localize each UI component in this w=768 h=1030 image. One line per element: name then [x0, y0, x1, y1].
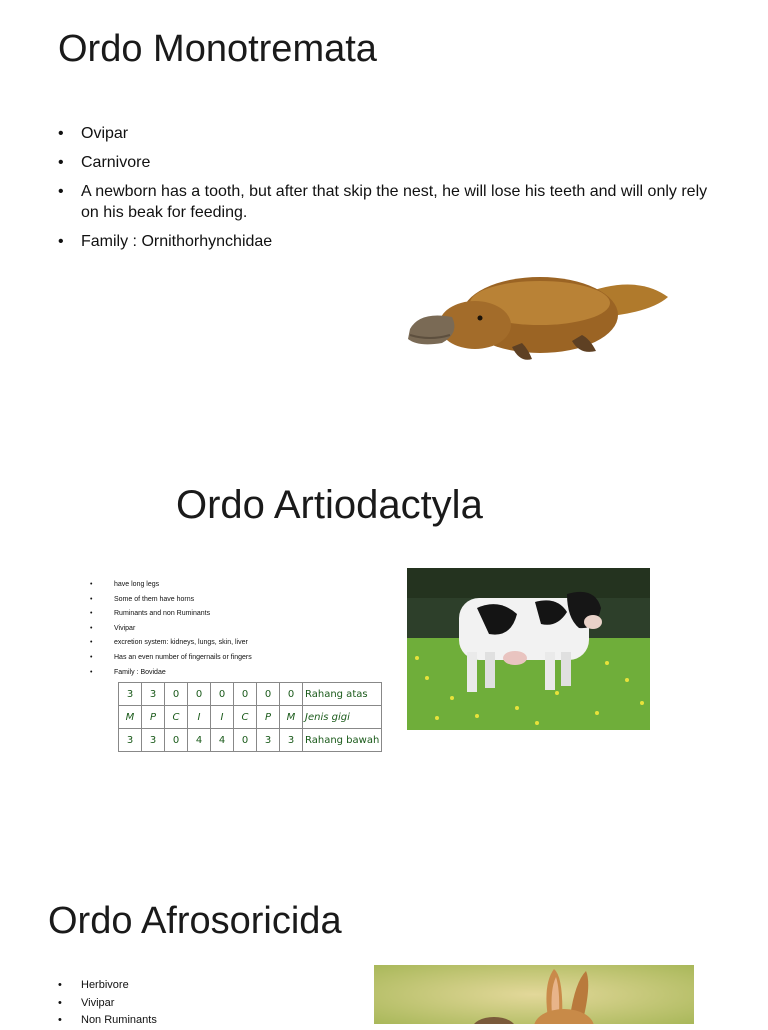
table-row-upper-jaw — [119, 683, 382, 706]
section-title-monotremata: Ordo Monotremata — [58, 28, 377, 70]
rabbit-image — [374, 965, 694, 1024]
table-cell: 0 — [234, 683, 257, 706]
table-cell: 3 — [257, 729, 280, 752]
table-cell: 3 — [119, 683, 142, 706]
table-cell: M — [119, 706, 142, 729]
list-item: • Ruminants and non Ruminants — [90, 607, 252, 622]
table-row-tooth-types — [119, 706, 382, 729]
list-item: • Family : Bovidae — [90, 666, 252, 681]
dental-formula-table — [118, 682, 382, 752]
table-cell: 4 — [211, 729, 234, 752]
table-cell: 0 — [165, 729, 188, 752]
table-cell: 0 — [211, 683, 234, 706]
row-label: Jenis gigi — [303, 706, 382, 729]
table-cell: 0 — [188, 683, 211, 706]
table-cell: P — [142, 706, 165, 729]
table-cell: I — [188, 706, 211, 729]
artiodactyla-bullet-list — [90, 578, 252, 680]
section-title-afrosoricida: Ordo Afrosoricida — [48, 900, 342, 942]
table-cell: 0 — [165, 683, 188, 706]
monotremata-bullet-list — [58, 123, 718, 260]
table-cell: C — [234, 706, 257, 729]
list-item: • Non Ruminants — [58, 1012, 157, 1030]
list-item: • Vivipar — [90, 622, 252, 637]
table-cell: I — [211, 706, 234, 729]
list-item: • Has an even number of fingernails or fingers — [90, 651, 252, 666]
list-item: • A newborn has a tooth, but after that skip the nest, he will lose his teeth and will only rely on his beak for feeding. — [58, 181, 718, 223]
table-cell: 0 — [234, 729, 257, 752]
list-item: • Carnivore — [58, 152, 718, 173]
list-item: • excretion system: kidneys, lungs, skin, liver — [90, 636, 252, 651]
table-cell: 3 — [142, 729, 165, 752]
table-row-lower-jaw — [119, 729, 382, 752]
section-title-artiodactyla: Ordo Artiodactyla — [176, 483, 483, 527]
afrosoricida-bullet-list — [58, 977, 157, 1030]
table-cell: 3 — [142, 683, 165, 706]
list-item: • Family : Ornithorhynchidae — [58, 231, 718, 252]
table-cell: 0 — [280, 683, 303, 706]
table-cell: 3 — [119, 729, 142, 752]
table-cell: 3 — [280, 729, 303, 752]
list-item: • have long legs — [90, 578, 252, 593]
cow-image — [407, 568, 650, 730]
row-label: Rahang bawah — [303, 729, 382, 752]
list-item: • Herbivore — [58, 977, 157, 995]
platypus-image — [400, 255, 675, 370]
table-cell: 0 — [257, 683, 280, 706]
row-label: Rahang atas — [303, 683, 382, 706]
list-item: • Some of them have horns — [90, 593, 252, 608]
list-item: • Vivipar — [58, 995, 157, 1013]
table-cell: 4 — [188, 729, 211, 752]
table-cell: P — [257, 706, 280, 729]
table-cell: M — [280, 706, 303, 729]
list-item: • Ovipar — [58, 123, 718, 144]
table-cell: C — [165, 706, 188, 729]
